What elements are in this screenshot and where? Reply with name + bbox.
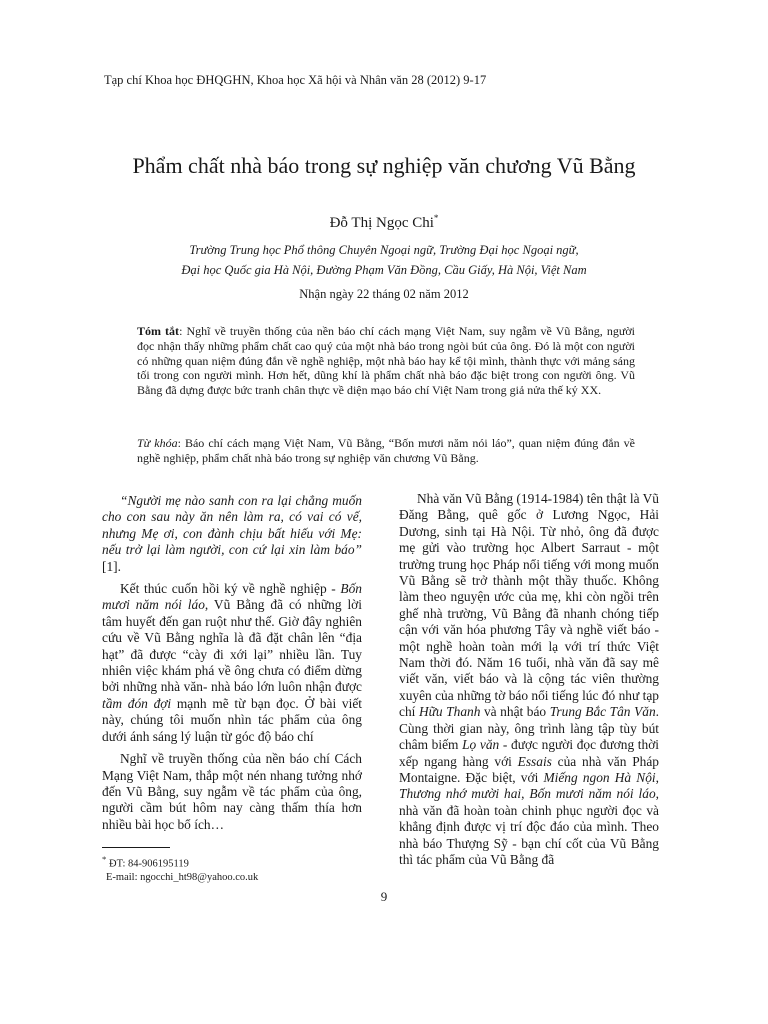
emphasis: tầm đón đợi [102, 695, 172, 711]
keywords-text: : Báo chí cách mạng Việt Nam, Vũ Bằng, “Bốn mươi năm nói láo”, quan niệm đúng đắn về nghề nghiệp, phẩm chất nhà báo trong sự nghiệp văn chương Vũ Bằng. [137, 436, 635, 465]
abstract-text: : Nghĩ về truyền thống của nền báo chí cách mạng Việt Nam, suy ngẫm về Vũ Bằng, người đọc nhận thấy những phẩm chất cao quý của một nhà báo trong ngòi bút của ông. Đó là một con người có những quan niệm đúng đắn về nghề nghiệp, một nhà báo hay kể tội mình, thành thực với mảng sáng tối trong con người mình. Hơn hết, dũng khí là phẩm chất nhà báo đặc biệt trong con người ông. Vũ Bằng đã dựng được bức tranh chân thực về diện mạo báo chí Việt Nam trong giả nửa thế kỷ XX. [137, 324, 636, 398]
body-column-left [102, 493, 362, 839]
book-title: Miếng ngon Hà Nội [543, 769, 656, 785]
text-run: , Vũ Bằng đã có những lời tâm huyết đến gan ruột như thế. Giờ đây nghiên cứu về Vũ Bằng nghĩa là đã đặt chân lên “địa hạt” đã được “cày đi xới lại” nhiều lần. Tuy nhiên việc khám phá về ông chưa có điểm dừng bởi những nhà văn- nhà báo lớn luôn nhận được [102, 597, 362, 695]
epigraph-quote: “Người mẹ nào sanh con ra lại chẳng muốn cho con sau này ăn nên làm ra, có vai có vế, nhưng Mẹ ơi, con đành chịu bất hiếu với Mẹ: nếu trở lại làm người, con cứ lại xin làm báo” [102, 493, 362, 558]
received-date: Nhận ngày 22 tháng 02 năm 2012 [299, 287, 469, 301]
footnote [102, 853, 258, 884]
affiliation-line-2: Đại học Quốc gia Hà Nội, Đường Phạm Văn Đồng, Cầu Giấy, Hà Nội, Việt Nam [181, 263, 587, 277]
text-run: , [655, 769, 659, 785]
footnote-mark: * [102, 854, 107, 864]
text-run: - được người đọc đương thời xếp ngang hàng với [399, 737, 660, 769]
epigraph-paragraph [102, 493, 362, 575]
author-footnote-mark: * [433, 213, 439, 223]
body-column-right [399, 491, 659, 874]
text-run: và nhật báo [480, 704, 550, 720]
text-run: , nhà văn đã hoàn toàn chinh phục người đọc và khẳng định được vị trí độc đáo của mình. Theo nhà báo Thượng Sỹ - bạn chí cốt của Vũ Bằng thì tác phẩm của Vũ Bằng đã [399, 786, 659, 867]
book-title: Essais [517, 753, 552, 769]
text-run: của nhà văn Pháp Montaigne. Đặc biệt, với [399, 753, 659, 785]
footnote-phone [102, 853, 258, 871]
publication-title: Trung Bắc Tân Văn [549, 704, 656, 720]
journal-citation: Tạp chí Khoa học ĐHQGHN, Khoa học Xã hội và Nhân văn 28 (2012) 9-17 [104, 73, 487, 87]
text-run: , [521, 786, 530, 802]
text-run: Kết thúc cuốn hồi ký về nghề nghiệp - [120, 581, 341, 597]
book-title: Lọ văn [462, 737, 500, 753]
body-paragraph-right [399, 491, 659, 868]
book-title: Bốn mươi năm nói láo [529, 786, 656, 802]
author-text: Đỗ Thị Ngọc Chi [329, 215, 434, 231]
book-title: Thương nhớ mười hai [399, 786, 522, 802]
keywords [137, 436, 635, 466]
footnote-divider [102, 847, 170, 848]
body-paragraph-2 [102, 581, 362, 745]
abstract [137, 324, 635, 398]
body-paragraph-3: Nghĩ về truyền thống của nền báo chí Cách Mạng Việt Nam, thắp một nén nhang tưởng nhớ đến Vũ Bằng, suy ngẫm về tác phẩm của ông, người cầm bút hôm nay càng thấm thía hơn nhiều bài học bổ ích… [102, 751, 362, 832]
text-run: . Cùng thời gian này, ông trình làng tập tùy bút châm biếm [399, 704, 659, 753]
article-title: Phẩm chất nhà báo trong sự nghiệp văn chương Vũ Bằng [132, 153, 636, 178]
author-name [0, 213, 768, 232]
affiliation-line-1: Trường Trung học Phổ thông Chuyên Ngoại ngữ, Trường Đại học Ngoại ngữ, [189, 243, 579, 257]
publication-title: Hữu Thanh [418, 704, 481, 720]
epigraph-reference: [1]. [102, 558, 121, 574]
book-title: Bốn mươi năm nói láo [102, 581, 362, 613]
keywords-label: Từ khóa [137, 436, 178, 450]
text-run: Nhà văn Vũ Bằng (1914-1984) tên thật là Vũ Đăng Bằng, quê gốc ở Lương Ngọc, Hải Dương, sinh tại Hà Nội. Từ nhỏ, ông đã được mẹ gửi vào trường học Albert Sarraut - một trường trung học Pháp nổi tiếng với mong muốn Vũ Bằng sẽ trở thành một thầy thuốc. Không làm theo nguyện ước của mẹ, khi còn ngồi trên ghế nhà trường, Vũ Bằng đã nhanh chóng tiếp cận với văn hóa phương Tây và nghề viết báo - một nghề hoàn toàn mới lạ với trí thức Việt Nam thời đó. Năm 16 tuổi, nhà văn đã say mê viết văn, viết báo và là cộng tác viên thường xuyên của những tờ báo nổi tiếng lúc đó như tạp chí [399, 491, 659, 720]
phone-text: ĐT: 84-906195119 [106, 858, 189, 870]
page-number: 9 [380, 889, 388, 904]
affiliation [0, 240, 768, 280]
abstract-label: Tóm tắt [137, 324, 180, 338]
text-run: mạnh mẽ từ bạn đọc. Ở bài viết này, chúng tôi muốn nhìn tác phẩm của ông dưới ánh sáng lý luận từ góc độ báo chí [102, 695, 362, 744]
footnote-email: E-mail: ngocchi_ht98@yahoo.co.uk [106, 871, 259, 883]
